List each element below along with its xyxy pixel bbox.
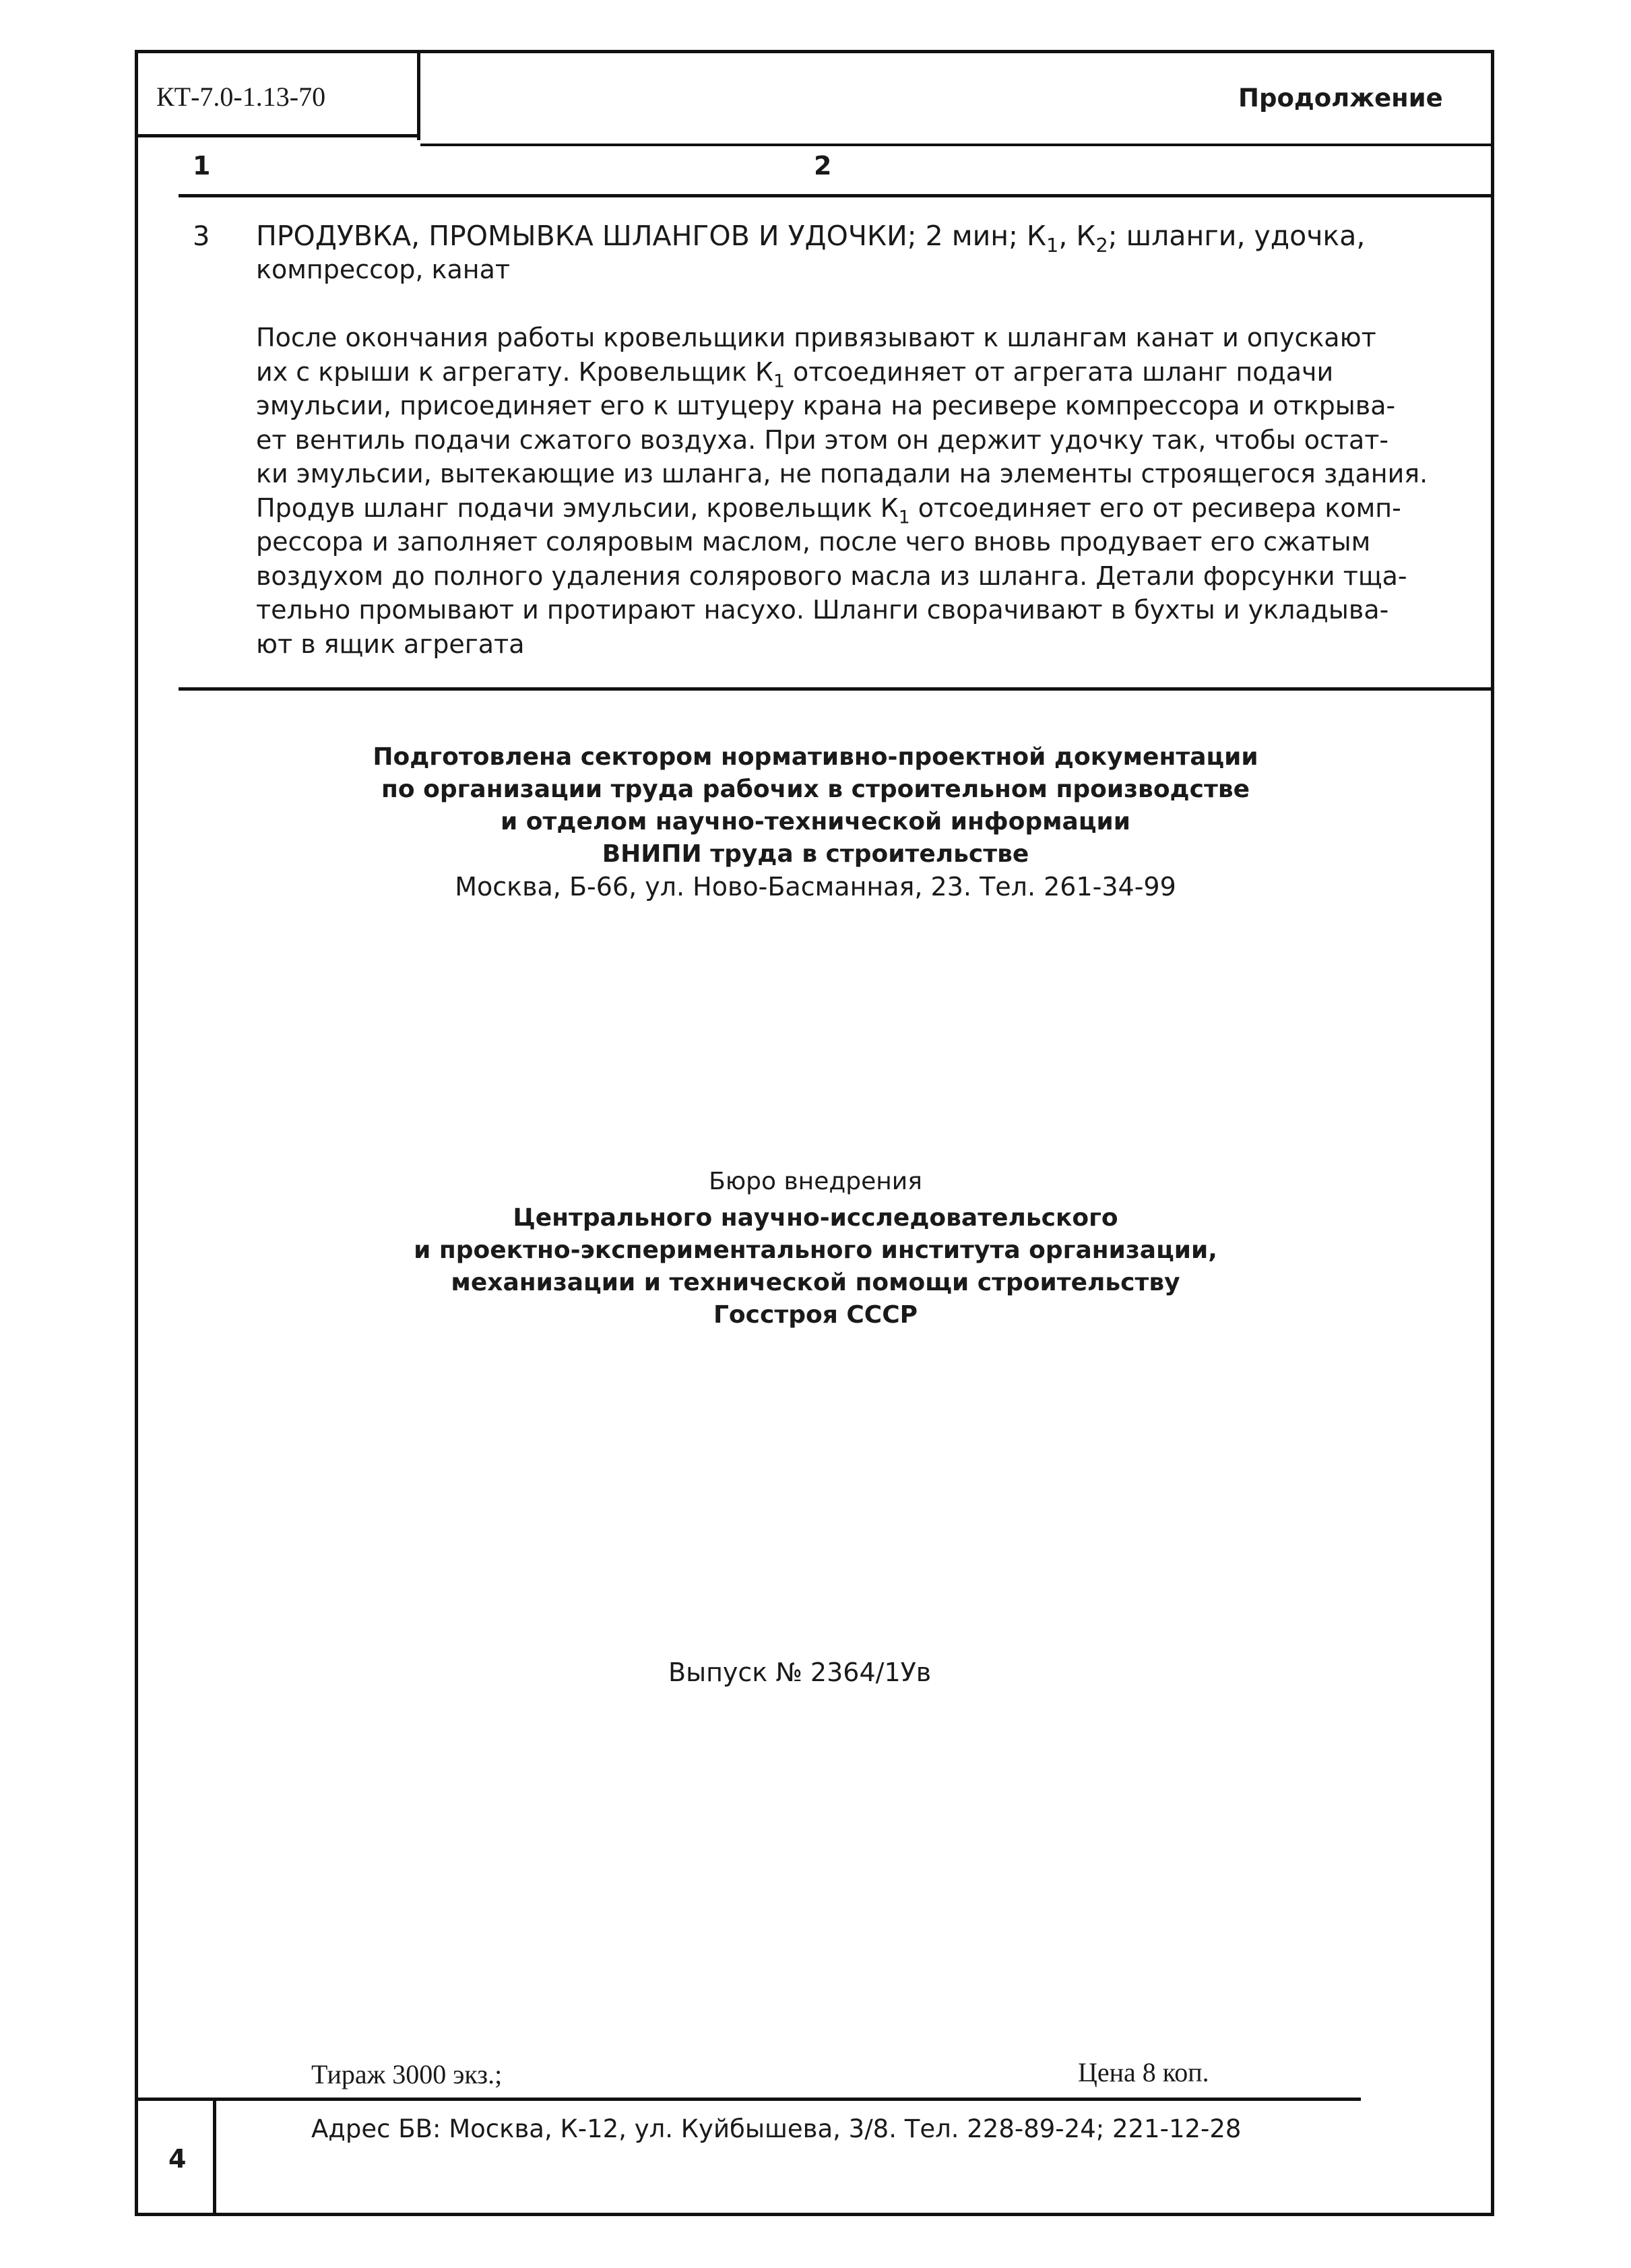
- bureau-line: Бюро внедрения: [709, 1168, 922, 1195]
- bureau-line: и проектно-экспериментального института организации,: [414, 1236, 1217, 1264]
- row-title-mid: , К: [1058, 220, 1096, 252]
- row-title-sub1: 1: [1046, 234, 1059, 257]
- description-line: ет вентиль подачи сжатого воздуха. При этом он держит удочку так, чтобы остат-: [256, 424, 1389, 455]
- row-title-text: ПРОДУВКА, ПРОМЫВКА ШЛАНГОВ И УДОЧКИ; 2 мин; К: [256, 220, 1047, 252]
- column-header-1: 1: [193, 151, 211, 181]
- stamp-box-right: [417, 50, 420, 140]
- bureau-line: Госстроя СССР: [713, 1301, 918, 1329]
- print-run: Тираж 3000 экз.;: [311, 2059, 503, 2089]
- footer-line: [135, 2098, 1361, 2101]
- page-box-right: [213, 2098, 216, 2216]
- description-line: ки эмульсии, вытекающие из шланга, не попадали на элементы строящегося здания.: [256, 459, 1428, 489]
- prepared-line: Подготовлена сектором нормативно-проектной документации: [373, 743, 1258, 771]
- bureau-block: [0, 1166, 1631, 1331]
- prepared-line: по организации труда рабочих в строительном производстве: [381, 776, 1250, 803]
- row-number: 3: [193, 221, 210, 252]
- description-line: эмульсии, присоединяет его к штуцеру крана на ресивере компрессора и открыва-: [256, 391, 1396, 420]
- row-title-end: ; шланги, удочка,: [1108, 220, 1366, 252]
- frame-bottom: [135, 2213, 1494, 2216]
- row-description: [256, 321, 1475, 661]
- prepared-block: [0, 741, 1631, 903]
- table-header-top-line: [420, 144, 1494, 146]
- issue-number: Выпуск № 2364/1Ув: [668, 1658, 932, 1687]
- row-title-line2: компрессор, канат: [256, 255, 511, 284]
- prepared-line: ВНИПИ труда в строительстве: [602, 840, 1029, 868]
- table-bottom-line: [179, 687, 1494, 691]
- price: Цена 8 коп.: [1078, 2057, 1209, 2087]
- description-line: тельно промывают и протирают насухо. Шланги сворачивают в бухты и укладыва-: [256, 595, 1389, 625]
- stamp-box-bottom: [135, 134, 420, 137]
- doc-code: КТ-7.0-1.13-70: [156, 82, 326, 112]
- row-title-sub2: 2: [1095, 234, 1108, 257]
- bureau-line: Центрального научно-исследовательского: [513, 1204, 1118, 1232]
- description-line: рессора и заполняет соляровым маслом, после чего вновь продувает его сжатым: [256, 527, 1371, 557]
- frame-right: [1491, 50, 1494, 2216]
- prepared-address: Москва, Б-66, ул. Ново-Басманная, 23. Тел. 261-34-99: [455, 872, 1176, 902]
- description-line: их с крыши к агрегату. Кровельщик $К_1$ отсоединяет от агрегата шланг подачи: [256, 356, 1334, 391]
- table-header-bottom-line: [179, 194, 1494, 197]
- frame-left: [135, 50, 138, 2216]
- continuation-label: Продолжение: [1238, 84, 1443, 113]
- description-line: Продув шланг подачи эмульсии, кровельщик $К_1$ отсоединяет его от ресивера комп-: [256, 493, 1401, 528]
- frame-top: [135, 50, 1494, 53]
- row-title-line1: [256, 220, 1366, 257]
- description-line: воздухом до полного удаления солярового масла из шланга. Детали форсунки тща-: [256, 561, 1407, 591]
- prepared-line: и отделом научно-технической информации: [501, 808, 1130, 836]
- description-line: После окончания работы кровельщики привязывают к шлангам канат и опускают: [256, 323, 1376, 352]
- column-header-2: 2: [814, 151, 832, 181]
- description-line: ют в ящик агрегата: [256, 629, 525, 659]
- footer-address: Адрес БВ: Москва, К-12, ул. Куйбышева, 3/8. Тел. 228-89-24; 221-12-28: [311, 2114, 1242, 2143]
- bureau-line: механизации и технической помощи строительству: [451, 1269, 1180, 1296]
- page-number: 4: [168, 2144, 187, 2174]
